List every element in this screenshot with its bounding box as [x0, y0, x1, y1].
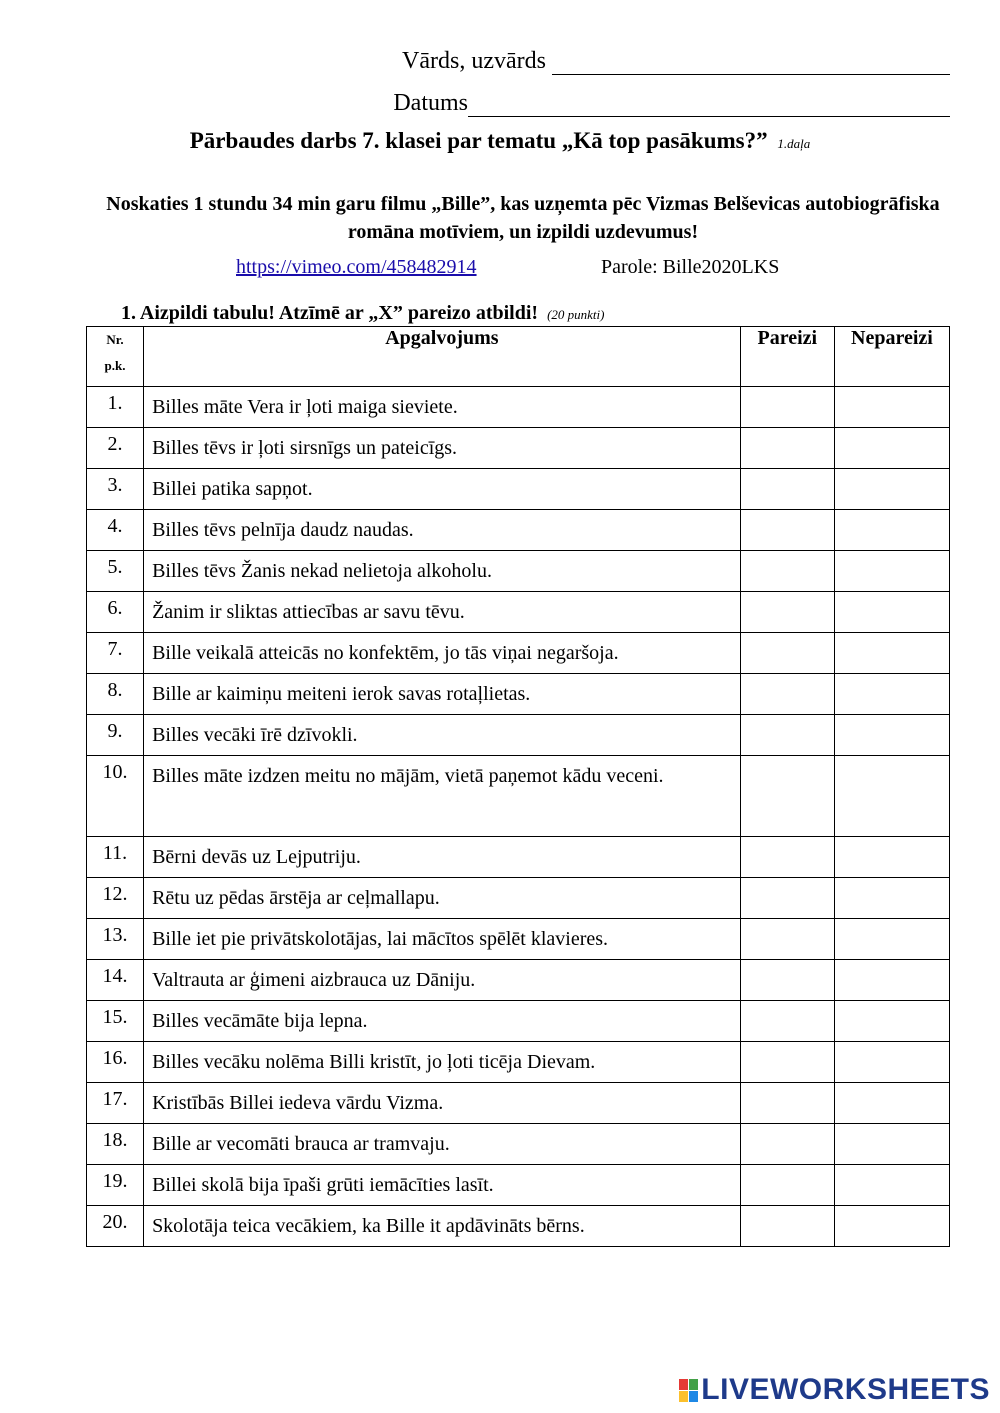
row-statement: Bērni devās uz Lejputriju.	[144, 837, 741, 878]
answer-correct-cell[interactable]	[740, 1206, 834, 1247]
row-statement: Bille ar kaimiņu meiteni ierok savas rotaļlietas.	[144, 674, 741, 715]
table-row	[87, 387, 950, 428]
answer-incorrect-cell[interactable]	[834, 919, 949, 960]
row-statement: Billes tēvs ir ļoti sirsnīgs un pateicīgs.	[144, 428, 741, 469]
statements-table	[86, 326, 950, 1247]
title-part: 1.daļa	[777, 136, 811, 151]
answer-incorrect-cell[interactable]	[834, 756, 949, 837]
row-number: 7.	[87, 633, 144, 674]
answer-correct-cell[interactable]	[740, 633, 834, 674]
table-row	[87, 837, 950, 878]
header-nr	[87, 327, 144, 387]
row-statement: Billes vecāki īrē dzīvokli.	[144, 715, 741, 756]
answer-correct-cell[interactable]	[740, 510, 834, 551]
row-number: 5.	[87, 551, 144, 592]
answer-incorrect-cell[interactable]	[834, 510, 949, 551]
row-number: 11.	[87, 837, 144, 878]
answer-correct-cell[interactable]	[740, 756, 834, 837]
answer-incorrect-cell[interactable]	[834, 428, 949, 469]
table-row	[87, 1083, 950, 1124]
row-number: 16.	[87, 1042, 144, 1083]
row-statement: Bille ar vecomāti brauca ar tramvaju.	[144, 1124, 741, 1165]
table-row	[87, 592, 950, 633]
answer-incorrect-cell[interactable]	[834, 551, 949, 592]
answer-incorrect-cell[interactable]	[834, 592, 949, 633]
answer-incorrect-cell[interactable]	[834, 1124, 949, 1165]
instructions: Noskaties 1 stundu 34 min garu filmu „Bille”, kas uzņemta pēc Vizmas Belševicas autobiogrāfiska romāna motīviem, un izpildi uzdevumus!	[106, 193, 940, 243]
answer-correct-cell[interactable]	[740, 837, 834, 878]
row-statement: Billes tēvs Žanis nekad nelietoja alkoholu.	[144, 551, 741, 592]
answer-correct-cell[interactable]	[740, 551, 834, 592]
answer-incorrect-cell[interactable]	[834, 1206, 949, 1247]
row-number: 13.	[87, 919, 144, 960]
header-incorrect: Nepareizi	[834, 327, 949, 387]
table-row	[87, 428, 950, 469]
row-statement: Billei skolā bija īpaši grūti iemācīties lasīt.	[144, 1165, 741, 1206]
answer-incorrect-cell[interactable]	[834, 387, 949, 428]
row-statement: Valtrauta ar ģimeni aizbrauca uz Dāniju.	[144, 960, 741, 1001]
table-row	[87, 633, 950, 674]
table-row	[87, 1206, 950, 1247]
row-number: 2.	[87, 428, 144, 469]
table-row	[87, 674, 950, 715]
task-points: (20 punkti)	[547, 307, 605, 322]
answer-correct-cell[interactable]	[740, 592, 834, 633]
answer-incorrect-cell[interactable]	[834, 469, 949, 510]
answer-correct-cell[interactable]	[740, 919, 834, 960]
row-statement: Billes māte izdzen meitu no mājām, vietā paņemot kādu veceni.	[144, 756, 741, 837]
task-heading	[121, 302, 604, 325]
answer-correct-cell[interactable]	[740, 469, 834, 510]
answer-incorrect-cell[interactable]	[834, 1165, 949, 1206]
date-field[interactable]	[393, 90, 950, 117]
table-row	[87, 469, 950, 510]
row-number: 19.	[87, 1165, 144, 1206]
header-nr-line2: p.k.	[104, 358, 126, 373]
answer-incorrect-cell[interactable]	[834, 633, 949, 674]
row-number: 1.	[87, 387, 144, 428]
logo-text: LIVEWORKSHEETS	[701, 1373, 990, 1406]
header-statement: Apgalvojums	[144, 327, 741, 387]
row-number: 8.	[87, 674, 144, 715]
video-link[interactable]: https://vimeo.com/458482914	[236, 256, 477, 278]
row-number: 3.	[87, 469, 144, 510]
row-statement: Skolotāja teica vecākiem, ka Bille it apdāvināts bērns.	[144, 1206, 741, 1247]
answer-correct-cell[interactable]	[740, 428, 834, 469]
table-row	[87, 1124, 950, 1165]
row-statement: Billes māte Vera ir ļoti maiga sieviete.	[144, 387, 741, 428]
answer-correct-cell[interactable]	[740, 715, 834, 756]
answer-correct-cell[interactable]	[740, 1124, 834, 1165]
table-row	[87, 715, 950, 756]
table-row	[87, 919, 950, 960]
answer-incorrect-cell[interactable]	[834, 1042, 949, 1083]
row-number: 18.	[87, 1124, 144, 1165]
answer-correct-cell[interactable]	[740, 878, 834, 919]
row-number: 17.	[87, 1083, 144, 1124]
row-number: 4.	[87, 510, 144, 551]
table-row	[87, 551, 950, 592]
row-number: 9.	[87, 715, 144, 756]
name-field[interactable]	[402, 48, 950, 75]
answer-correct-cell[interactable]	[740, 387, 834, 428]
title-text: Pārbaudes darbs 7. klasei par tematu „Kā top pasākums?”	[189, 128, 768, 153]
name-label: Vārds, uzvārds	[402, 48, 546, 74]
table-row	[87, 510, 950, 551]
answer-correct-cell[interactable]	[740, 674, 834, 715]
row-statement: Rētu uz pēdas ārstēja ar ceļmallapu.	[144, 878, 741, 919]
row-statement: Bille veikalā atteicās no konfektēm, jo tās viņai negaršoja.	[144, 633, 741, 674]
answer-incorrect-cell[interactable]	[834, 1083, 949, 1124]
answer-incorrect-cell[interactable]	[834, 878, 949, 919]
row-number: 14.	[87, 960, 144, 1001]
answer-incorrect-cell[interactable]	[834, 837, 949, 878]
answer-correct-cell[interactable]	[740, 1165, 834, 1206]
row-number: 15.	[87, 1001, 144, 1042]
answer-incorrect-cell[interactable]	[834, 715, 949, 756]
row-number: 10.	[87, 756, 144, 837]
date-label: Datums	[393, 90, 468, 116]
row-statement: Billes vecāmāte bija lepna.	[144, 1001, 741, 1042]
page-title	[0, 128, 1000, 154]
answer-incorrect-cell[interactable]	[834, 1001, 949, 1042]
header-nr-line1: Nr.	[106, 332, 124, 347]
answer-correct-cell[interactable]	[740, 960, 834, 1001]
table-row	[87, 1001, 950, 1042]
table-row	[87, 878, 950, 919]
table-row	[87, 1042, 950, 1083]
liveworksheets-logo	[679, 1373, 990, 1407]
answer-correct-cell[interactable]	[740, 1083, 834, 1124]
header-correct: Pareizi	[740, 327, 834, 387]
video-link-row	[236, 256, 477, 279]
table-row	[87, 960, 950, 1001]
row-statement: Billes tēvs pelnīja daudz naudas.	[144, 510, 741, 551]
name-blank-line[interactable]	[552, 54, 950, 75]
row-statement: Žanim ir sliktas attiecības ar savu tēvu.	[144, 592, 741, 633]
date-blank-line[interactable]	[468, 96, 950, 117]
row-statement: Billei patika sapņot.	[144, 469, 741, 510]
row-statement: Billes vecāku nolēma Billi kristīt, jo ļoti ticēja Dievam.	[144, 1042, 741, 1083]
table-body	[87, 387, 950, 1247]
row-number: 12.	[87, 878, 144, 919]
answer-incorrect-cell[interactable]	[834, 674, 949, 715]
row-statement: Kristībās Billei iedeva vārdu Vizma.	[144, 1083, 741, 1124]
task-heading-text: 1. Aizpildi tabulu! Atzīmē ar „X” pareizo atbildi!	[121, 302, 539, 324]
row-statement: Bille iet pie privātskolotājas, lai mācītos spēlēt klavieres.	[144, 919, 741, 960]
row-number: 6.	[87, 592, 144, 633]
table-header-row	[87, 327, 950, 387]
logo-mark-icon	[679, 1379, 698, 1402]
answer-correct-cell[interactable]	[740, 1001, 834, 1042]
answer-correct-cell[interactable]	[740, 1042, 834, 1083]
table-row	[87, 1165, 950, 1206]
password-text: Parole: Bille2020LKS	[601, 256, 780, 278]
answer-incorrect-cell[interactable]	[834, 960, 949, 1001]
row-number: 20.	[87, 1206, 144, 1247]
table-row	[87, 756, 950, 837]
